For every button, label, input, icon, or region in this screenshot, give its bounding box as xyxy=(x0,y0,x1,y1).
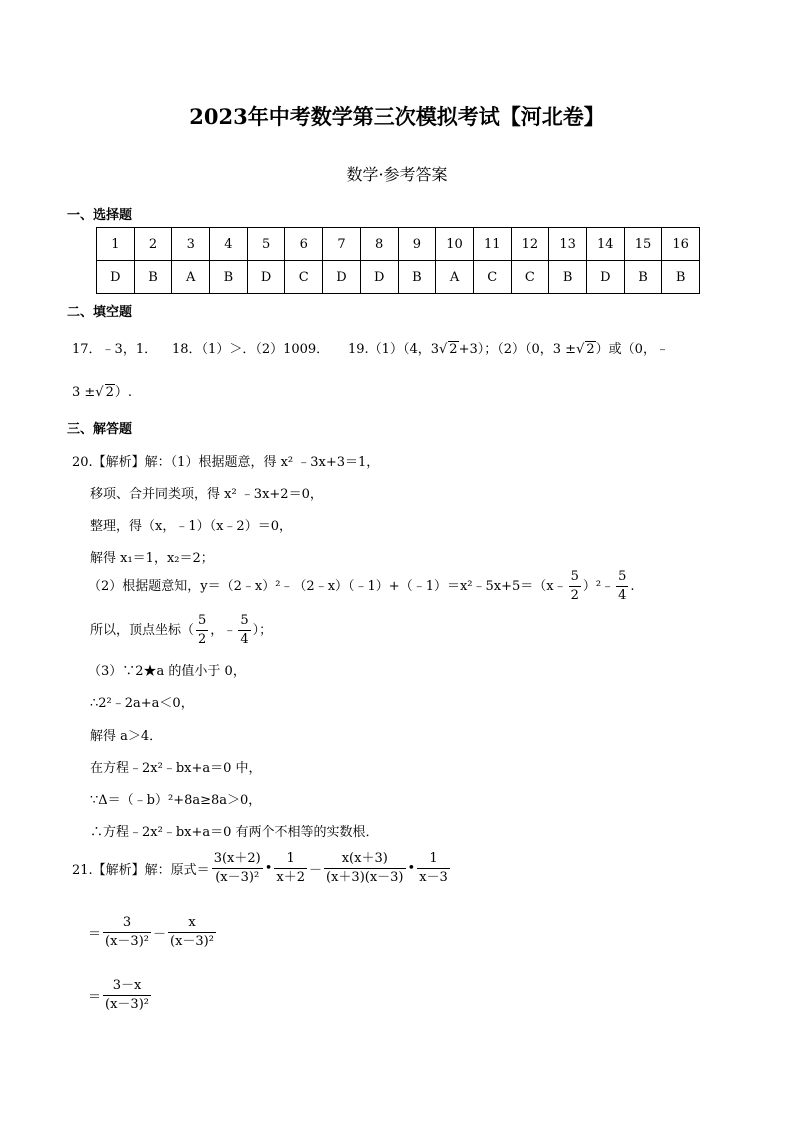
table-cell: 13 xyxy=(549,228,587,261)
table-cell: D xyxy=(586,261,624,294)
equals-sign: ＝ xyxy=(88,927,102,942)
table-cell: B xyxy=(398,261,436,294)
q20-line-10: 在方程﹣2x²﹣bx+a＝0 中， xyxy=(90,761,262,776)
q20-line-1: 20.【解析】解：（1）根据题意，得 x² ﹣3x+3＝1， xyxy=(72,455,380,470)
table-cell: A xyxy=(172,261,210,294)
answer-19 xyxy=(348,338,669,357)
table-cell: 9 xyxy=(398,228,436,261)
table-cell: 14 xyxy=(586,228,624,261)
q20-line-5 xyxy=(88,568,635,605)
text: ）²﹣ xyxy=(582,579,615,594)
table-cell: 10 xyxy=(436,228,474,261)
text: 所以，顶点坐标（ xyxy=(90,623,195,638)
fraction: $\frac{5}{2}$ xyxy=(570,569,579,603)
table-cell: 1 xyxy=(97,228,135,261)
q20-line-4: 解得 x₁＝1，x₂＝2； xyxy=(90,551,214,566)
fraction: $\frac{x(x+3)}{(x+3)(x-3)}$ xyxy=(326,851,404,885)
table-cell: 7 xyxy=(323,228,361,261)
minus-operator: － xyxy=(152,927,166,942)
sqrt-icon: √ xyxy=(95,385,104,400)
q20-line-3: 整理，得（x，﹣1）（x﹣2）＝0， xyxy=(90,519,292,534)
table-cell: D xyxy=(247,261,285,294)
text: ）或（0，﹣ xyxy=(595,342,669,357)
answer-table-answer-row xyxy=(97,261,700,294)
q21-line-1 xyxy=(72,850,452,887)
table-cell: 4 xyxy=(210,228,248,261)
table-cell: B xyxy=(662,261,700,294)
table-cell: 2 xyxy=(134,228,172,261)
fraction: $\frac{3}{\text{(x－3)²}}$ xyxy=(105,915,149,949)
radicand: 2 xyxy=(449,342,458,357)
q21-line-3 xyxy=(88,977,153,1014)
table-cell: 3 xyxy=(172,228,210,261)
fraction: $\frac{5}{4}$ xyxy=(618,569,627,603)
table-cell: B xyxy=(134,261,172,294)
answer-18: 18．（1）＞．（2）1009． xyxy=(172,342,330,357)
q20-line-7: （3）∵2★a 的值小于 0， xyxy=(88,664,246,679)
q20-line-6 xyxy=(90,612,272,649)
fraction: $\frac{3(x+2)}{\text{(x－3)²}}$ xyxy=(213,851,261,885)
table-cell: 6 xyxy=(285,228,323,261)
text: 3 ± xyxy=(72,385,96,400)
table-cell: C xyxy=(473,261,511,294)
fraction: $\frac{5}{2}$ xyxy=(198,613,207,647)
answer-17: 17．﹣3，1． xyxy=(72,342,158,357)
table-cell: B xyxy=(549,261,587,294)
table-cell: A xyxy=(436,261,474,294)
sqrt-icon: √ xyxy=(576,342,585,357)
fraction: $\frac{3-x}{\text{(x－3)²}}$ xyxy=(105,978,149,1012)
table-cell: 15 xyxy=(624,228,662,261)
table-cell: C xyxy=(285,261,323,294)
text: 19.（1）（4，3 xyxy=(348,342,439,357)
table-cell: D xyxy=(323,261,361,294)
text: 21.【解析】解：原式＝ xyxy=(72,863,210,878)
sqrt-icon: √ xyxy=(439,342,448,357)
table-cell: C xyxy=(511,261,549,294)
table-cell: 8 xyxy=(360,228,398,261)
text: （2）根据题意知，y＝（2﹣x）²﹣（2﹣x）（﹣1）+（﹣1）＝x²﹣5x+5＝（x﹣ xyxy=(88,579,567,594)
table-cell: 5 xyxy=(247,228,285,261)
text: +3）；（2）（0，3 ± xyxy=(458,342,577,357)
fraction: $\frac{1}{x-3}$ xyxy=(419,851,448,885)
fraction: $\frac{x}{\text{(x－3)²}}$ xyxy=(170,915,214,949)
table-cell: 16 xyxy=(662,228,700,261)
section-heading-choice: 一、选择题 xyxy=(67,208,133,223)
q20-line-12: ∴方程﹣2x²﹣bx+a＝0 有两个不相等的实数根． xyxy=(90,825,379,840)
table-cell: 12 xyxy=(511,228,549,261)
answer-19-cont xyxy=(72,381,132,400)
q20-line-2: 移项、合并同类项，得 x² ﹣3x+2＝0， xyxy=(90,487,323,502)
radicand: 2 xyxy=(105,385,114,400)
table-cell: D xyxy=(97,261,135,294)
radicand: 2 xyxy=(586,342,595,357)
answer-table xyxy=(96,227,700,294)
minus-operator: － xyxy=(309,863,323,878)
text: ）； xyxy=(252,623,273,638)
dot-operator: • xyxy=(407,861,416,876)
q20-line-9: 解得 a＞4． xyxy=(90,729,163,744)
dot-operator: • xyxy=(264,861,273,876)
table-cell: B xyxy=(624,261,662,294)
page-subtitle: 数学·参考答案 xyxy=(346,165,448,184)
equals-sign: ＝ xyxy=(88,990,102,1005)
answer-table-number-row xyxy=(97,228,700,261)
text: ，﹣ xyxy=(210,623,237,638)
q20-line-8: ∴2²﹣2a+a＜0， xyxy=(90,696,194,711)
section-heading-solve: 三、解答题 xyxy=(67,422,133,437)
q20-line-11: ∵Δ＝（﹣b）²+8a≥8a＞0， xyxy=(90,793,262,808)
text: ）. xyxy=(114,385,133,400)
fraction: $\frac{5}{4}$ xyxy=(240,613,249,647)
page-title: 2023年中考数学第三次模拟考试【河北卷】 xyxy=(189,104,605,129)
table-cell: D xyxy=(360,261,398,294)
table-cell: 11 xyxy=(473,228,511,261)
fraction: $\frac{1}{x+2}$ xyxy=(276,851,305,885)
section-heading-fill: 二、填空题 xyxy=(67,305,133,320)
table-cell: B xyxy=(210,261,248,294)
q21-line-2 xyxy=(88,914,218,951)
text: . xyxy=(630,579,635,594)
